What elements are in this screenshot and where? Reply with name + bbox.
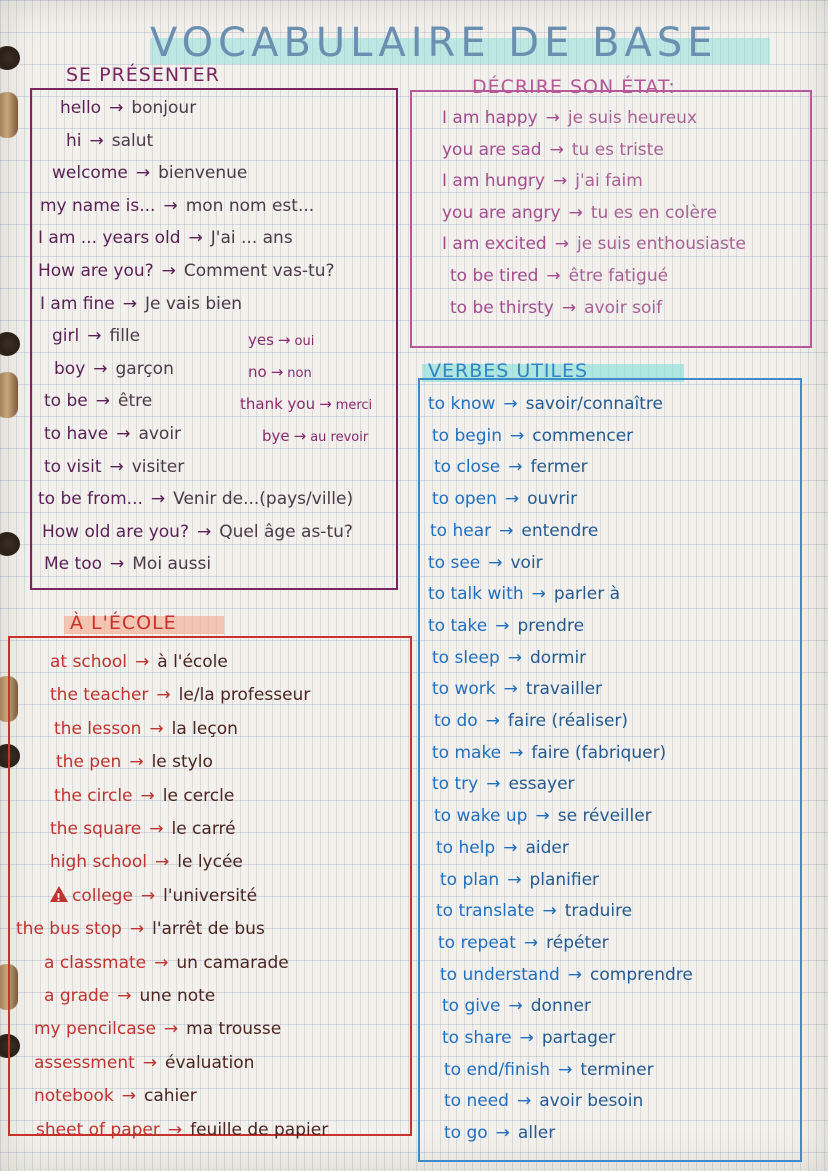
binder-hole xyxy=(0,532,20,556)
arrow-icon: → xyxy=(507,869,522,890)
french-translation: avoir xyxy=(138,424,182,444)
english-term: Me too xyxy=(44,554,102,575)
english-term: to know xyxy=(428,394,496,414)
french-translation: évaluation xyxy=(165,1052,255,1073)
arrow-icon: → xyxy=(531,584,546,605)
arrow-icon: → xyxy=(495,1123,510,1144)
english-term: my pencilcase xyxy=(34,1019,156,1040)
arrow-icon: → xyxy=(319,395,332,413)
arrow-icon: → xyxy=(140,885,156,906)
arrow-icon: → xyxy=(135,652,150,672)
english-term: to have xyxy=(44,424,109,444)
english-term: yes xyxy=(248,331,274,349)
french-translation: fille xyxy=(109,326,141,347)
arrow-icon: → xyxy=(163,1019,179,1040)
english-term: I am fine xyxy=(40,293,115,314)
french-translation: un camarade xyxy=(176,952,289,973)
vocab-entry xyxy=(436,901,632,921)
binder-hole xyxy=(0,92,18,138)
arrow-icon: → xyxy=(508,996,523,1017)
english-term: you are angry xyxy=(442,202,561,223)
arrow-icon: → xyxy=(503,394,518,414)
arrow-icon: → xyxy=(163,195,178,216)
vocab-entry xyxy=(434,457,588,477)
french-translation: Je vais bien xyxy=(145,293,243,314)
french-translation: J'ai ... ans xyxy=(210,228,293,249)
binder-hole xyxy=(0,372,18,418)
vocab-entry xyxy=(36,1120,328,1140)
english-term: at school xyxy=(50,652,127,672)
french-translation: aider xyxy=(525,837,569,858)
vocab-entry xyxy=(436,838,569,858)
english-term: no xyxy=(248,363,267,381)
french-translation: essayer xyxy=(508,774,575,795)
vocab-entry xyxy=(432,489,577,509)
arrow-icon: → xyxy=(121,1086,136,1107)
french-translation: savoir/connaître xyxy=(525,394,664,414)
vocab-entry xyxy=(50,852,243,872)
english-term: you are sad xyxy=(442,139,542,160)
french-translation: visiter xyxy=(131,456,185,477)
vocab-entry xyxy=(442,203,717,223)
arrow-icon: → xyxy=(149,819,164,839)
arrow-icon: → xyxy=(546,266,561,286)
french-translation: la leçon xyxy=(171,718,238,739)
vocab-entry xyxy=(442,171,643,191)
vocab-entry xyxy=(44,953,289,973)
vocab-entry xyxy=(432,648,586,668)
section-title-verbes-utiles xyxy=(428,360,588,382)
vocab-entry xyxy=(44,986,215,1006)
vocab-entry xyxy=(442,234,746,254)
section-decrire-son-etat xyxy=(410,76,812,348)
english-term: to open xyxy=(432,489,497,510)
french-translation: Quel âge as-tu? xyxy=(219,521,353,542)
french-translation: tu es triste xyxy=(571,139,664,160)
english-term: to try xyxy=(432,774,479,795)
english-term: to give xyxy=(442,996,501,1017)
arrow-icon: → xyxy=(89,130,104,151)
arrow-icon: → xyxy=(503,837,518,858)
english-term: I am hungry xyxy=(442,171,545,192)
english-term: to be tired xyxy=(450,266,539,286)
vocab-entry xyxy=(42,522,353,542)
french-translation: donner xyxy=(530,996,591,1017)
french-translation: partager xyxy=(541,1028,616,1048)
vocab-entry xyxy=(428,616,584,636)
english-term: How old are you? xyxy=(42,521,189,542)
english-term: to translate xyxy=(436,901,535,922)
section-title-decrire-son-etat: DÉCRIRE SON ÉTAT: xyxy=(472,76,676,98)
vocab-entry xyxy=(54,359,174,379)
french-translation: le/la professeur xyxy=(178,685,311,706)
french-translation: non xyxy=(287,366,312,381)
vocab-entry xyxy=(50,652,228,672)
french-translation: faire (réaliser) xyxy=(507,711,629,731)
french-translation: le stylo xyxy=(151,752,213,773)
arrow-icon: → xyxy=(535,806,550,827)
section-a-l-ecole xyxy=(8,612,412,1140)
arrow-icon: → xyxy=(142,1052,158,1073)
vocab-entry xyxy=(428,394,663,414)
french-translation: prendre xyxy=(517,615,585,636)
french-translation: terminer xyxy=(580,1059,654,1080)
french-translation: le carré xyxy=(171,819,236,839)
french-translation: l'université xyxy=(163,885,258,906)
arrow-icon: → xyxy=(503,679,518,700)
vocab-entry xyxy=(428,584,620,604)
arrow-icon: → xyxy=(545,108,560,128)
english-term: to plan xyxy=(440,869,500,890)
english-term: hello xyxy=(60,98,102,118)
english-term: high school xyxy=(50,852,147,873)
arrow-icon: → xyxy=(552,171,568,192)
english-term: notebook xyxy=(34,1086,114,1107)
english-term: college xyxy=(72,885,133,906)
english-term: to close xyxy=(434,457,501,478)
arrow-icon: → xyxy=(110,554,125,575)
vocab-entry xyxy=(34,1053,254,1073)
english-term: to be thirsty xyxy=(450,297,554,318)
arrow-icon: → xyxy=(87,326,102,347)
french-translation: l'arrêt de bus xyxy=(152,919,265,940)
vocab-entry xyxy=(442,996,591,1016)
arrow-icon: → xyxy=(488,552,503,573)
french-translation: mon nom est... xyxy=(185,195,315,216)
section-se-presenter xyxy=(30,64,398,590)
english-term: to understand xyxy=(440,964,560,985)
arrow-icon: → xyxy=(93,358,108,379)
french-translation: se réveiller xyxy=(557,806,652,827)
english-term: a grade xyxy=(44,986,110,1006)
french-translation: commencer xyxy=(532,425,634,446)
vocab-entry xyxy=(56,752,213,772)
arrow-icon: → xyxy=(485,711,500,731)
warning-icon: ! xyxy=(50,886,68,902)
arrow-icon: → xyxy=(277,331,291,349)
english-term: my name is... xyxy=(40,195,156,216)
vocab-entry xyxy=(434,806,652,826)
english-term: to share xyxy=(442,1028,512,1048)
vocab-entry xyxy=(434,711,628,731)
french-translation: j'ai faim xyxy=(575,171,643,192)
arrow-icon: → xyxy=(150,489,166,510)
vocab-entry xyxy=(44,424,181,444)
vocab-entry xyxy=(60,98,196,118)
arrow-icon: → xyxy=(542,901,557,922)
english-term: girl xyxy=(52,326,80,347)
french-translation: oui xyxy=(294,334,315,349)
french-translation: être fatigué xyxy=(568,266,669,286)
french-translation: garçon xyxy=(115,358,174,379)
english-term: to hear xyxy=(430,520,492,541)
section-title-text: VERBES UTILES xyxy=(428,360,589,382)
english-term: to need xyxy=(444,1091,509,1112)
vocab-entry xyxy=(38,228,293,248)
arrow-icon: → xyxy=(270,363,284,381)
arrow-icon: → xyxy=(122,293,137,314)
arrow-icon: → xyxy=(523,932,539,953)
french-translation: aller xyxy=(517,1123,556,1144)
english-term: to sleep xyxy=(432,647,500,668)
arrow-icon: → xyxy=(504,489,520,510)
binder-hole xyxy=(0,46,20,70)
english-term: to end/finish xyxy=(444,1059,551,1080)
english-term: to be from... xyxy=(38,489,143,510)
french-translation: ma trousse xyxy=(186,1019,282,1040)
arrow-icon: → xyxy=(516,1091,532,1112)
vocab-entry xyxy=(40,294,242,314)
vocab-entry xyxy=(442,108,697,128)
section-verbes-utiles xyxy=(418,360,802,1162)
french-translation: feuille de papier xyxy=(190,1119,329,1140)
french-translation: travailler xyxy=(525,679,603,700)
vocab-entry xyxy=(16,919,265,939)
arrow-icon: → xyxy=(508,457,523,478)
french-translation: bonjour xyxy=(131,98,197,118)
arrow-icon: → xyxy=(140,785,155,806)
arrow-icon: → xyxy=(116,424,131,444)
vocab-entry xyxy=(52,326,140,346)
english-term: to talk with xyxy=(428,584,524,605)
page-title-text: VOCABULAIRE DE BASE xyxy=(150,20,718,66)
arrow-icon: → xyxy=(509,742,524,763)
vocab-entry xyxy=(34,1086,197,1106)
arrow-icon: → xyxy=(156,685,171,706)
arrow-icon: → xyxy=(188,228,203,249)
vocab-entry xyxy=(442,1028,615,1048)
french-translation: avoir besoin xyxy=(539,1091,644,1112)
vocab-entry xyxy=(50,886,257,906)
arrow-icon: → xyxy=(129,752,144,773)
english-term: the pen xyxy=(56,752,122,773)
vocab-entry xyxy=(432,774,575,794)
english-term: the circle xyxy=(54,785,133,806)
french-translation: merci xyxy=(335,398,373,413)
english-term: a classmate xyxy=(44,952,147,973)
english-term: I am happy xyxy=(442,108,538,128)
vocab-entry xyxy=(440,870,599,890)
english-term: to repeat xyxy=(438,932,516,953)
vocab-entry xyxy=(50,819,236,839)
arrow-icon: → xyxy=(293,427,307,445)
english-term: the square xyxy=(50,819,142,839)
french-translation: Moi aussi xyxy=(132,554,212,575)
vocab-entry xyxy=(66,131,153,151)
vocab-entry xyxy=(54,786,234,806)
french-translation: Venir de...(pays/ville) xyxy=(173,489,354,510)
arrow-icon: → xyxy=(567,964,583,985)
vocab-entry xyxy=(54,719,238,739)
section-title-a-l-ecole xyxy=(70,612,177,634)
arrow-icon: → xyxy=(135,163,151,184)
vocab-entry xyxy=(444,1123,555,1143)
english-term: the bus stop xyxy=(16,919,122,940)
arrow-icon: → xyxy=(510,425,525,446)
arrow-icon: → xyxy=(109,456,124,477)
english-term: the teacher xyxy=(50,685,149,706)
french-translation: une note xyxy=(139,986,216,1006)
french-translation: Comment vas-tu? xyxy=(183,261,335,281)
french-translation: parler à xyxy=(553,584,621,605)
arrow-icon: → xyxy=(167,1119,183,1140)
arrow-icon: → xyxy=(149,718,164,739)
arrow-icon: → xyxy=(486,774,501,795)
vocab-entry xyxy=(432,743,666,763)
french-translation: avoir soif xyxy=(584,297,663,318)
french-translation: à l'école xyxy=(157,652,228,672)
vocab-entry xyxy=(248,330,314,352)
english-term: How are you? xyxy=(38,261,154,281)
vocab-entry xyxy=(444,1060,654,1080)
vocab-entry xyxy=(432,426,633,446)
french-translation: salut xyxy=(111,130,154,151)
english-term: to make xyxy=(432,742,502,763)
french-translation: faire (fabriquer) xyxy=(531,742,667,763)
english-term: to see xyxy=(428,552,481,573)
english-term: to do xyxy=(434,711,478,731)
english-term: the lesson xyxy=(54,718,142,739)
english-term: to take xyxy=(428,615,488,636)
arrow-icon: → xyxy=(117,986,132,1006)
english-term: boy xyxy=(54,358,86,379)
vocab-entry xyxy=(50,685,310,705)
french-translation: cahier xyxy=(144,1086,197,1107)
english-term: welcome xyxy=(52,163,128,184)
vocab-entry xyxy=(450,266,668,286)
french-translation: comprendre xyxy=(590,964,693,985)
english-term: to visit xyxy=(44,456,102,477)
french-translation: ouvrir xyxy=(527,489,578,510)
english-term: to begin xyxy=(432,425,503,446)
section-title-se-presenter: SE PRÉSENTER xyxy=(66,64,220,86)
arrow-icon: → xyxy=(519,1028,534,1048)
vocab-entry xyxy=(444,1091,643,1111)
english-term: sheet of paper xyxy=(36,1119,160,1140)
english-term: assessment xyxy=(34,1052,135,1073)
french-translation: voir xyxy=(510,552,543,573)
arrow-icon: → xyxy=(196,521,212,542)
arrow-icon: → xyxy=(109,98,124,118)
vocab-entry xyxy=(438,933,609,953)
english-term: I am excited xyxy=(442,234,547,255)
arrow-icon: → xyxy=(561,297,577,318)
english-term: to work xyxy=(432,679,496,700)
vocab-entry xyxy=(240,394,372,416)
french-translation: répéter xyxy=(546,932,609,953)
vocab-entry xyxy=(432,679,602,699)
english-term: thank you xyxy=(240,395,316,413)
french-translation: traduire xyxy=(564,901,633,922)
arrow-icon: → xyxy=(495,615,510,636)
english-term: I am ... years old xyxy=(38,228,181,249)
french-translation: tu es en colère xyxy=(590,202,718,223)
vocab-entry xyxy=(440,965,693,985)
vocab-entry xyxy=(430,521,598,541)
french-translation: dormir xyxy=(530,647,587,668)
arrow-icon: → xyxy=(554,234,569,255)
binder-hole xyxy=(0,332,20,356)
french-translation: le lycée xyxy=(177,852,243,873)
arrow-icon: → xyxy=(499,520,514,541)
french-translation: fermer xyxy=(530,457,588,478)
french-translation: être xyxy=(117,391,153,412)
arrow-icon: → xyxy=(154,852,170,873)
vocab-entry xyxy=(450,298,662,318)
english-term: to wake up xyxy=(434,806,528,827)
section-title-text: À L'ÉCOLE xyxy=(70,612,177,634)
english-term: to be xyxy=(44,391,88,412)
vocab-entry xyxy=(44,554,211,574)
arrow-icon: → xyxy=(568,202,583,223)
arrow-icon: → xyxy=(558,1059,573,1080)
vocab-entry xyxy=(38,261,335,281)
english-term: to go xyxy=(444,1123,488,1144)
english-term: hi xyxy=(66,130,82,151)
french-translation: entendre xyxy=(521,520,599,541)
french-translation: je suis heureux xyxy=(567,108,698,128)
arrow-icon: → xyxy=(154,952,169,973)
vocab-entry xyxy=(38,489,353,509)
vocab-entry xyxy=(52,163,247,183)
page-title xyxy=(150,20,790,76)
arrow-icon: → xyxy=(549,139,564,160)
french-translation: bienvenue xyxy=(158,163,248,184)
vocab-entry xyxy=(428,553,543,573)
vocab-entry xyxy=(442,140,664,160)
french-translation: au revoir xyxy=(310,430,369,445)
french-translation: planifier xyxy=(529,869,600,890)
arrow-icon: → xyxy=(161,261,176,281)
arrow-icon: → xyxy=(507,647,523,668)
vocab-entry xyxy=(44,391,152,411)
vocab-entry xyxy=(248,362,312,384)
english-term: bye xyxy=(262,427,290,445)
french-translation: je suis enthousiaste xyxy=(576,234,746,255)
vocab-entry xyxy=(44,457,184,477)
arrow-icon: → xyxy=(95,391,110,412)
vocab-entry xyxy=(262,426,368,448)
vocab-entry xyxy=(40,196,314,216)
arrow-icon: → xyxy=(129,919,145,940)
english-term: to help xyxy=(436,837,496,858)
vocab-entry xyxy=(34,1019,281,1039)
french-translation: le cercle xyxy=(162,785,235,806)
